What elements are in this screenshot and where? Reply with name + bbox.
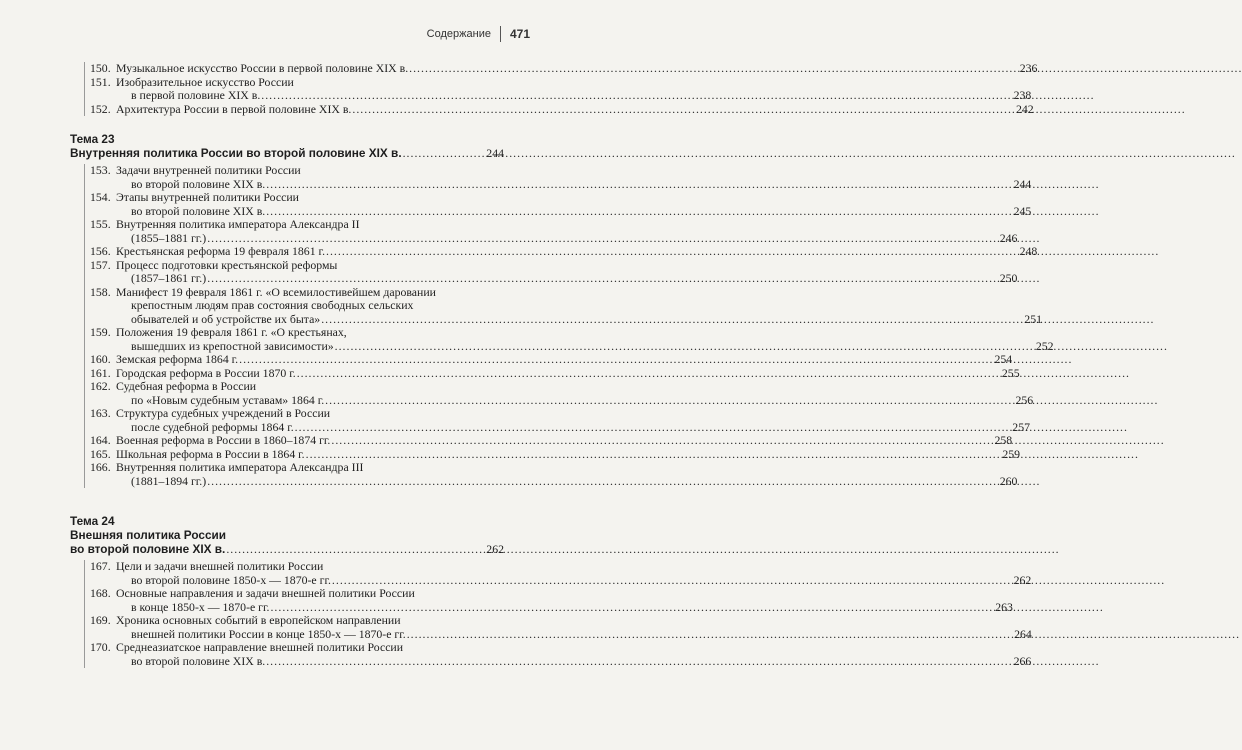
- leader-dots: [270, 601, 994, 615]
- entry-number: 163.: [90, 406, 111, 420]
- toc-group-3: [70, 559, 1032, 668]
- entry-title-line: Внутренняя политика императора Александра III: [116, 460, 364, 474]
- toc-entry: [84, 433, 1013, 448]
- entry-number: 156.: [90, 244, 111, 258]
- running-header: [427, 26, 530, 42]
- toc-entry: [84, 257, 1018, 286]
- entry-number: 155.: [90, 217, 111, 231]
- entry-last-line: [116, 205, 1031, 219]
- entry-body: [116, 164, 1031, 191]
- entry-title-line: Городская реформа в России 1870 г.: [116, 365, 296, 380]
- entry-body: [116, 245, 1037, 259]
- entry-title-line: Школьная реформа в России в 1864 г.: [116, 446, 305, 461]
- entry-number: 162.: [90, 379, 111, 393]
- entry-page: 246: [999, 230, 1018, 245]
- leader-dots: [331, 434, 993, 448]
- entry-title-line: во второй половине XIX в.: [131, 653, 266, 668]
- toc-entry: [84, 163, 1032, 191]
- toc-entry: [84, 244, 1038, 259]
- entry-page: 244: [1013, 176, 1032, 191]
- entry-last-line: [116, 89, 1031, 103]
- entry-body: [116, 259, 1017, 286]
- entry-last-line: [116, 655, 1031, 669]
- entry-page: 248: [1019, 244, 1038, 258]
- entry-body: [116, 641, 1031, 668]
- entry-number: 164.: [90, 433, 111, 447]
- topic-page: 262: [486, 542, 504, 556]
- entry-title-line: в конце 1850-х — 1870-е гг.: [131, 599, 270, 614]
- entry-page: 258: [994, 433, 1013, 447]
- toc-entry: [84, 74, 1032, 103]
- leader-dots: [266, 205, 1012, 219]
- entry-title-line: Структура судебных учреждений в России: [116, 406, 331, 420]
- entry-title-line: Изобразительное искусство России: [116, 74, 294, 89]
- table-of-contents: [70, 61, 1054, 668]
- entry-number: 153.: [90, 163, 111, 177]
- entry-body: [116, 380, 1033, 407]
- entry-page: 257: [1012, 419, 1030, 434]
- entry-title-line: Судебная реформа в России: [116, 379, 257, 393]
- entry-last-line: [116, 245, 1037, 259]
- toc-entry: [84, 406, 1030, 434]
- entry-last-line: [116, 628, 1032, 642]
- entry-number: 151.: [90, 74, 111, 89]
- entry-number: 160.: [90, 352, 111, 366]
- entry-body: [116, 353, 1012, 367]
- entry-body: [116, 448, 1020, 462]
- entry-number: 154.: [90, 190, 111, 204]
- entry-last-line: [116, 448, 1020, 462]
- entry-body: [116, 62, 1037, 76]
- entry-page: 255: [1001, 365, 1020, 380]
- header-divider: [500, 26, 501, 42]
- leader-dots: [409, 62, 1019, 76]
- entry-last-line: [116, 421, 1030, 435]
- entry-number: 165.: [90, 446, 111, 461]
- entry-last-line: [116, 340, 1054, 354]
- entry-page: 236: [1019, 61, 1038, 75]
- entry-number: 169.: [90, 613, 111, 627]
- leader-dots: [326, 245, 1019, 259]
- leader-dots: [266, 655, 1012, 669]
- toc-group-2: [70, 163, 1054, 488]
- entry-page: 256: [1015, 392, 1034, 407]
- entry-last-line: [116, 178, 1031, 192]
- toc-entry: [84, 460, 1018, 488]
- toc-entry: [84, 586, 1013, 614]
- entry-title-line: Хроника основных событий в европейском направлении: [116, 613, 401, 627]
- entry-number: 161.: [90, 365, 111, 380]
- entry-last-line: [116, 103, 1034, 117]
- entry-title-line: обывателей и об устройстве их быта»: [131, 311, 321, 326]
- entry-last-line: [116, 574, 1031, 588]
- leader-dots: [239, 353, 993, 367]
- entry-page: 238: [1013, 88, 1032, 102]
- entry-body: [116, 367, 1020, 381]
- toc-entry: [84, 379, 1034, 407]
- toc-entry: [84, 640, 1032, 668]
- entry-title-line: (1881–1894 гг.): [131, 473, 207, 488]
- entry-number: 159.: [90, 325, 111, 339]
- topic-heading: [70, 132, 504, 160]
- leader-dots: [403, 146, 486, 160]
- entry-page: 252: [1035, 338, 1054, 353]
- entry-body: [116, 461, 1017, 488]
- entry-last-line: [116, 367, 1020, 381]
- entry-page: 264: [1014, 626, 1032, 641]
- toc-entry: [84, 101, 1034, 117]
- entry-body: [116, 407, 1030, 434]
- entry-title-line: по «Новым судебным уставам» 1864 г.: [131, 392, 325, 407]
- toc-entry: [84, 446, 1021, 462]
- entry-title-line: крепостным людям прав состояния свободных сельских: [131, 298, 414, 312]
- entry-page: 245: [1013, 203, 1032, 218]
- leader-dots: [261, 89, 1012, 103]
- entry-number: 166.: [90, 460, 111, 474]
- entry-body: [116, 587, 1013, 614]
- leader-dots: [266, 178, 1012, 192]
- entry-number: 158.: [90, 284, 111, 299]
- topic-24: [70, 514, 504, 556]
- leader-dots: [332, 574, 1013, 588]
- topic-heading: [70, 514, 504, 556]
- entry-title-line: Положения 19 февраля 1861 г. «О крестьянах,: [116, 325, 347, 339]
- leader-dots: [295, 421, 1012, 435]
- entry-number: 170.: [90, 640, 111, 654]
- entry-title-line: Процесс подготовки крестьянской реформы: [116, 257, 338, 272]
- entry-title-line: вышедших из крепостной зависимости»: [131, 338, 334, 353]
- entry-title-line: после судебной реформы 1864 г.: [131, 419, 294, 434]
- topic-label: Тема 23: [70, 132, 115, 146]
- entry-title-line: (1857–1861 гг.): [131, 271, 207, 285]
- entry-body: [116, 191, 1031, 218]
- entry-last-line: [116, 394, 1033, 408]
- entry-number: 168.: [90, 586, 111, 600]
- toc-entry: [84, 217, 1018, 245]
- leader-dots: [297, 367, 1001, 381]
- page-number: 471: [509, 27, 530, 41]
- entry-page: 254: [994, 352, 1013, 366]
- topic-23: [70, 132, 504, 160]
- entry-number: 150.: [90, 61, 111, 75]
- entry-body: [116, 218, 1017, 245]
- topic-label: Тема 24: [70, 514, 115, 528]
- topic-title-line: Внутренняя политика России во второй половине XIX в.: [70, 146, 402, 160]
- entry-last-line: [116, 62, 1037, 76]
- leader-dots: [335, 340, 1035, 354]
- toc-entry: [84, 190, 1032, 218]
- entry-body: [116, 76, 1031, 103]
- entry-last-line: [116, 232, 1017, 246]
- topic-title-line: Внешняя политика России: [70, 528, 227, 542]
- entry-number: 167.: [90, 559, 111, 573]
- entry-last-line: [116, 601, 1013, 615]
- topic-title-line: во второй половине XIX в.: [70, 542, 226, 556]
- entry-title-line: во второй половине XIX в.: [131, 176, 266, 191]
- entry-body: [116, 103, 1034, 117]
- toc-entry: [84, 365, 1020, 381]
- toc-group-1: [70, 61, 1038, 116]
- topic-last-line: [70, 542, 504, 556]
- entry-page: 263: [995, 599, 1013, 614]
- entry-title-line: внешней политики России в конце 1850-х — 1870-е гг.: [131, 626, 406, 641]
- entry-page: 266: [1013, 653, 1032, 668]
- entry-title-line: в первой половине XIX в.: [131, 88, 261, 102]
- toc-entry: [84, 352, 1013, 367]
- entry-title-line: Основные направления и задачи внешней политики России: [116, 586, 415, 600]
- entry-last-line: [116, 475, 1017, 489]
- header-section-title: Содержание: [426, 28, 491, 40]
- entry-title-line: (1855–1881 гг.): [131, 230, 207, 245]
- entry-last-line: [116, 434, 1012, 448]
- entry-page: 250: [999, 271, 1018, 285]
- leader-dots: [352, 103, 1015, 117]
- topic-last-line: [70, 146, 504, 160]
- entry-title-line: Задачи внутренней политики России: [116, 163, 301, 177]
- toc-entry: [84, 325, 1054, 353]
- entry-page: 260: [999, 473, 1018, 488]
- entry-title-line: Музыкальное искусство России в первой половине XIX в.: [116, 61, 409, 75]
- entry-page: 242: [1015, 101, 1034, 116]
- toc-entry: [84, 559, 1032, 587]
- entry-title-line: Среднеазиатское направление внешней политики России: [116, 640, 404, 654]
- entry-title-line: Крестьянская реформа 19 февраля 1861 г.: [116, 244, 326, 258]
- entry-body: [116, 560, 1031, 587]
- entry-body: [116, 434, 1012, 448]
- entry-last-line: [116, 272, 1017, 286]
- topic-page: 244: [486, 146, 504, 160]
- entry-title-line: Архитектура России в первой половине XIX в.: [116, 101, 352, 116]
- toc-entry: [84, 284, 1042, 327]
- entry-title-line: во второй половине 1850-х — 1870-е гг.: [131, 572, 331, 587]
- entry-title-line: Внутренняя политика императора Александра II: [116, 217, 360, 231]
- leader-dots: [207, 475, 999, 489]
- entry-last-line: [116, 353, 1012, 367]
- entry-title-line: Земская реформа 1864 г.: [116, 352, 239, 366]
- entry-last-line: [116, 313, 1042, 327]
- entry-title-line: Цели и задачи внешней политики России: [116, 559, 324, 573]
- leader-dots: [207, 232, 999, 246]
- entry-title-line: Манифест 19 февраля 1861 г. «О всемилостивейшем даровании: [116, 284, 436, 299]
- entry-page: 251: [1024, 311, 1042, 326]
- toc-entry: [84, 613, 1032, 641]
- entry-title-line: Этапы внутренней политики России: [116, 190, 299, 204]
- leader-dots: [321, 313, 1023, 327]
- entry-page: 262: [1013, 572, 1032, 587]
- entry-title-line: во второй половине XIX в.: [131, 203, 266, 218]
- entry-title-line: Военная реформа в России в 1860–1874 гг.: [116, 433, 331, 447]
- leader-dots: [207, 272, 999, 286]
- entry-page: 259: [1002, 446, 1021, 461]
- toc-entry: [84, 61, 1038, 76]
- leader-dots: [407, 628, 1013, 642]
- entry-body: [116, 326, 1054, 353]
- leader-dots: [226, 542, 485, 556]
- entry-body: [116, 614, 1032, 641]
- entry-number: 152.: [90, 101, 111, 116]
- entry-number: 157.: [90, 257, 111, 272]
- entry-body: [116, 286, 1042, 327]
- leader-dots: [325, 394, 1014, 408]
- leader-dots: [306, 448, 1002, 462]
